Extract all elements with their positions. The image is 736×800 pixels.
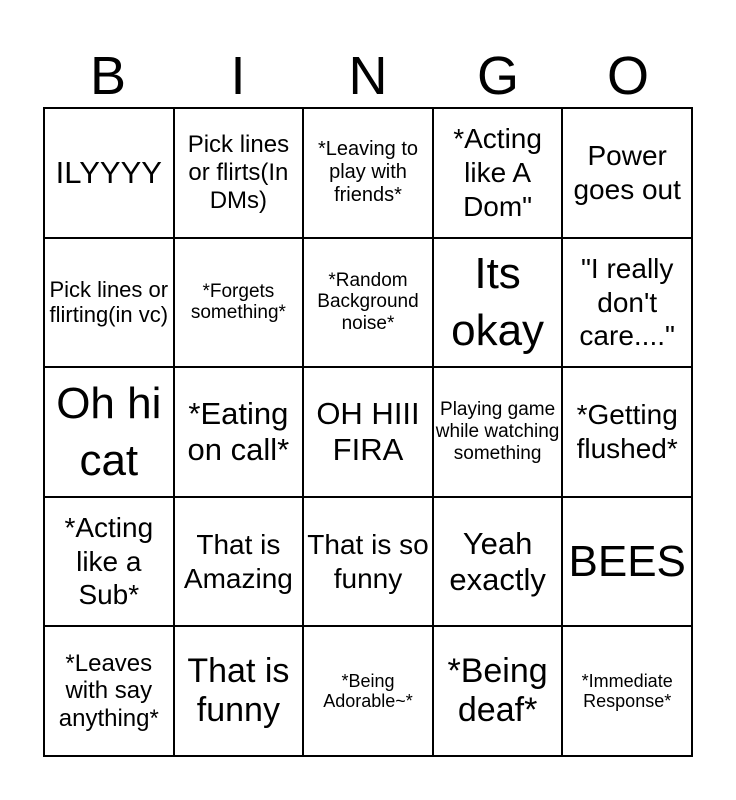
bingo-cell[interactable]: *Leaves with say anything* — [44, 626, 174, 756]
bingo-cell[interactable]: Yeah exactly — [433, 497, 563, 627]
bingo-cell[interactable]: ILYYYY — [44, 108, 174, 238]
bingo-cell[interactable]: OH HIII FIRA — [303, 367, 433, 497]
bingo-cell[interactable]: Pick lines or flirting(in vc) — [44, 238, 174, 368]
bingo-cell[interactable]: BEES — [562, 497, 692, 627]
bingo-cell[interactable]: *Being Adorable~* — [303, 626, 433, 756]
bingo-cell[interactable]: Its okay — [433, 238, 563, 368]
bingo-cell[interactable]: *Forgets something* — [174, 238, 304, 368]
bingo-cell[interactable]: Pick lines or flirts(In DMs) — [174, 108, 304, 238]
bingo-cell[interactable]: Playing game while watching something — [433, 367, 563, 497]
header-letter-i: I — [230, 46, 246, 106]
bingo-grid — [43, 107, 693, 757]
bingo-cell[interactable]: That is funny — [174, 626, 304, 756]
header-letter-o: O — [606, 46, 649, 106]
header-letter-g: G — [476, 46, 519, 106]
bingo-header — [43, 44, 693, 108]
bingo-cell[interactable]: That is so funny — [303, 497, 433, 627]
bingo-cell[interactable]: Oh hi cat — [44, 367, 174, 497]
bingo-cell[interactable]: *Getting flushed* — [562, 367, 692, 497]
bingo-cell[interactable]: *Acting like A Dom" — [433, 108, 563, 238]
bingo-cell[interactable]: *Acting like a Sub* — [44, 497, 174, 627]
bingo-cell[interactable]: *Eating on call* — [174, 367, 304, 497]
bingo-cell[interactable]: That is Amazing — [174, 497, 304, 627]
header-letter-b: B — [89, 46, 127, 106]
bingo-cell[interactable]: *Random Background noise* — [303, 238, 433, 368]
bingo-cell[interactable]: *Being deaf* — [433, 626, 563, 756]
bingo-cell[interactable]: *Immediate Response* — [562, 626, 692, 756]
bingo-cell[interactable]: "I really don't care...." — [562, 238, 692, 368]
bingo-cell[interactable]: Power goes out — [562, 108, 692, 238]
bingo-cell[interactable]: *Leaving to play with friends* — [303, 108, 433, 238]
header-letter-n: N — [348, 46, 388, 106]
